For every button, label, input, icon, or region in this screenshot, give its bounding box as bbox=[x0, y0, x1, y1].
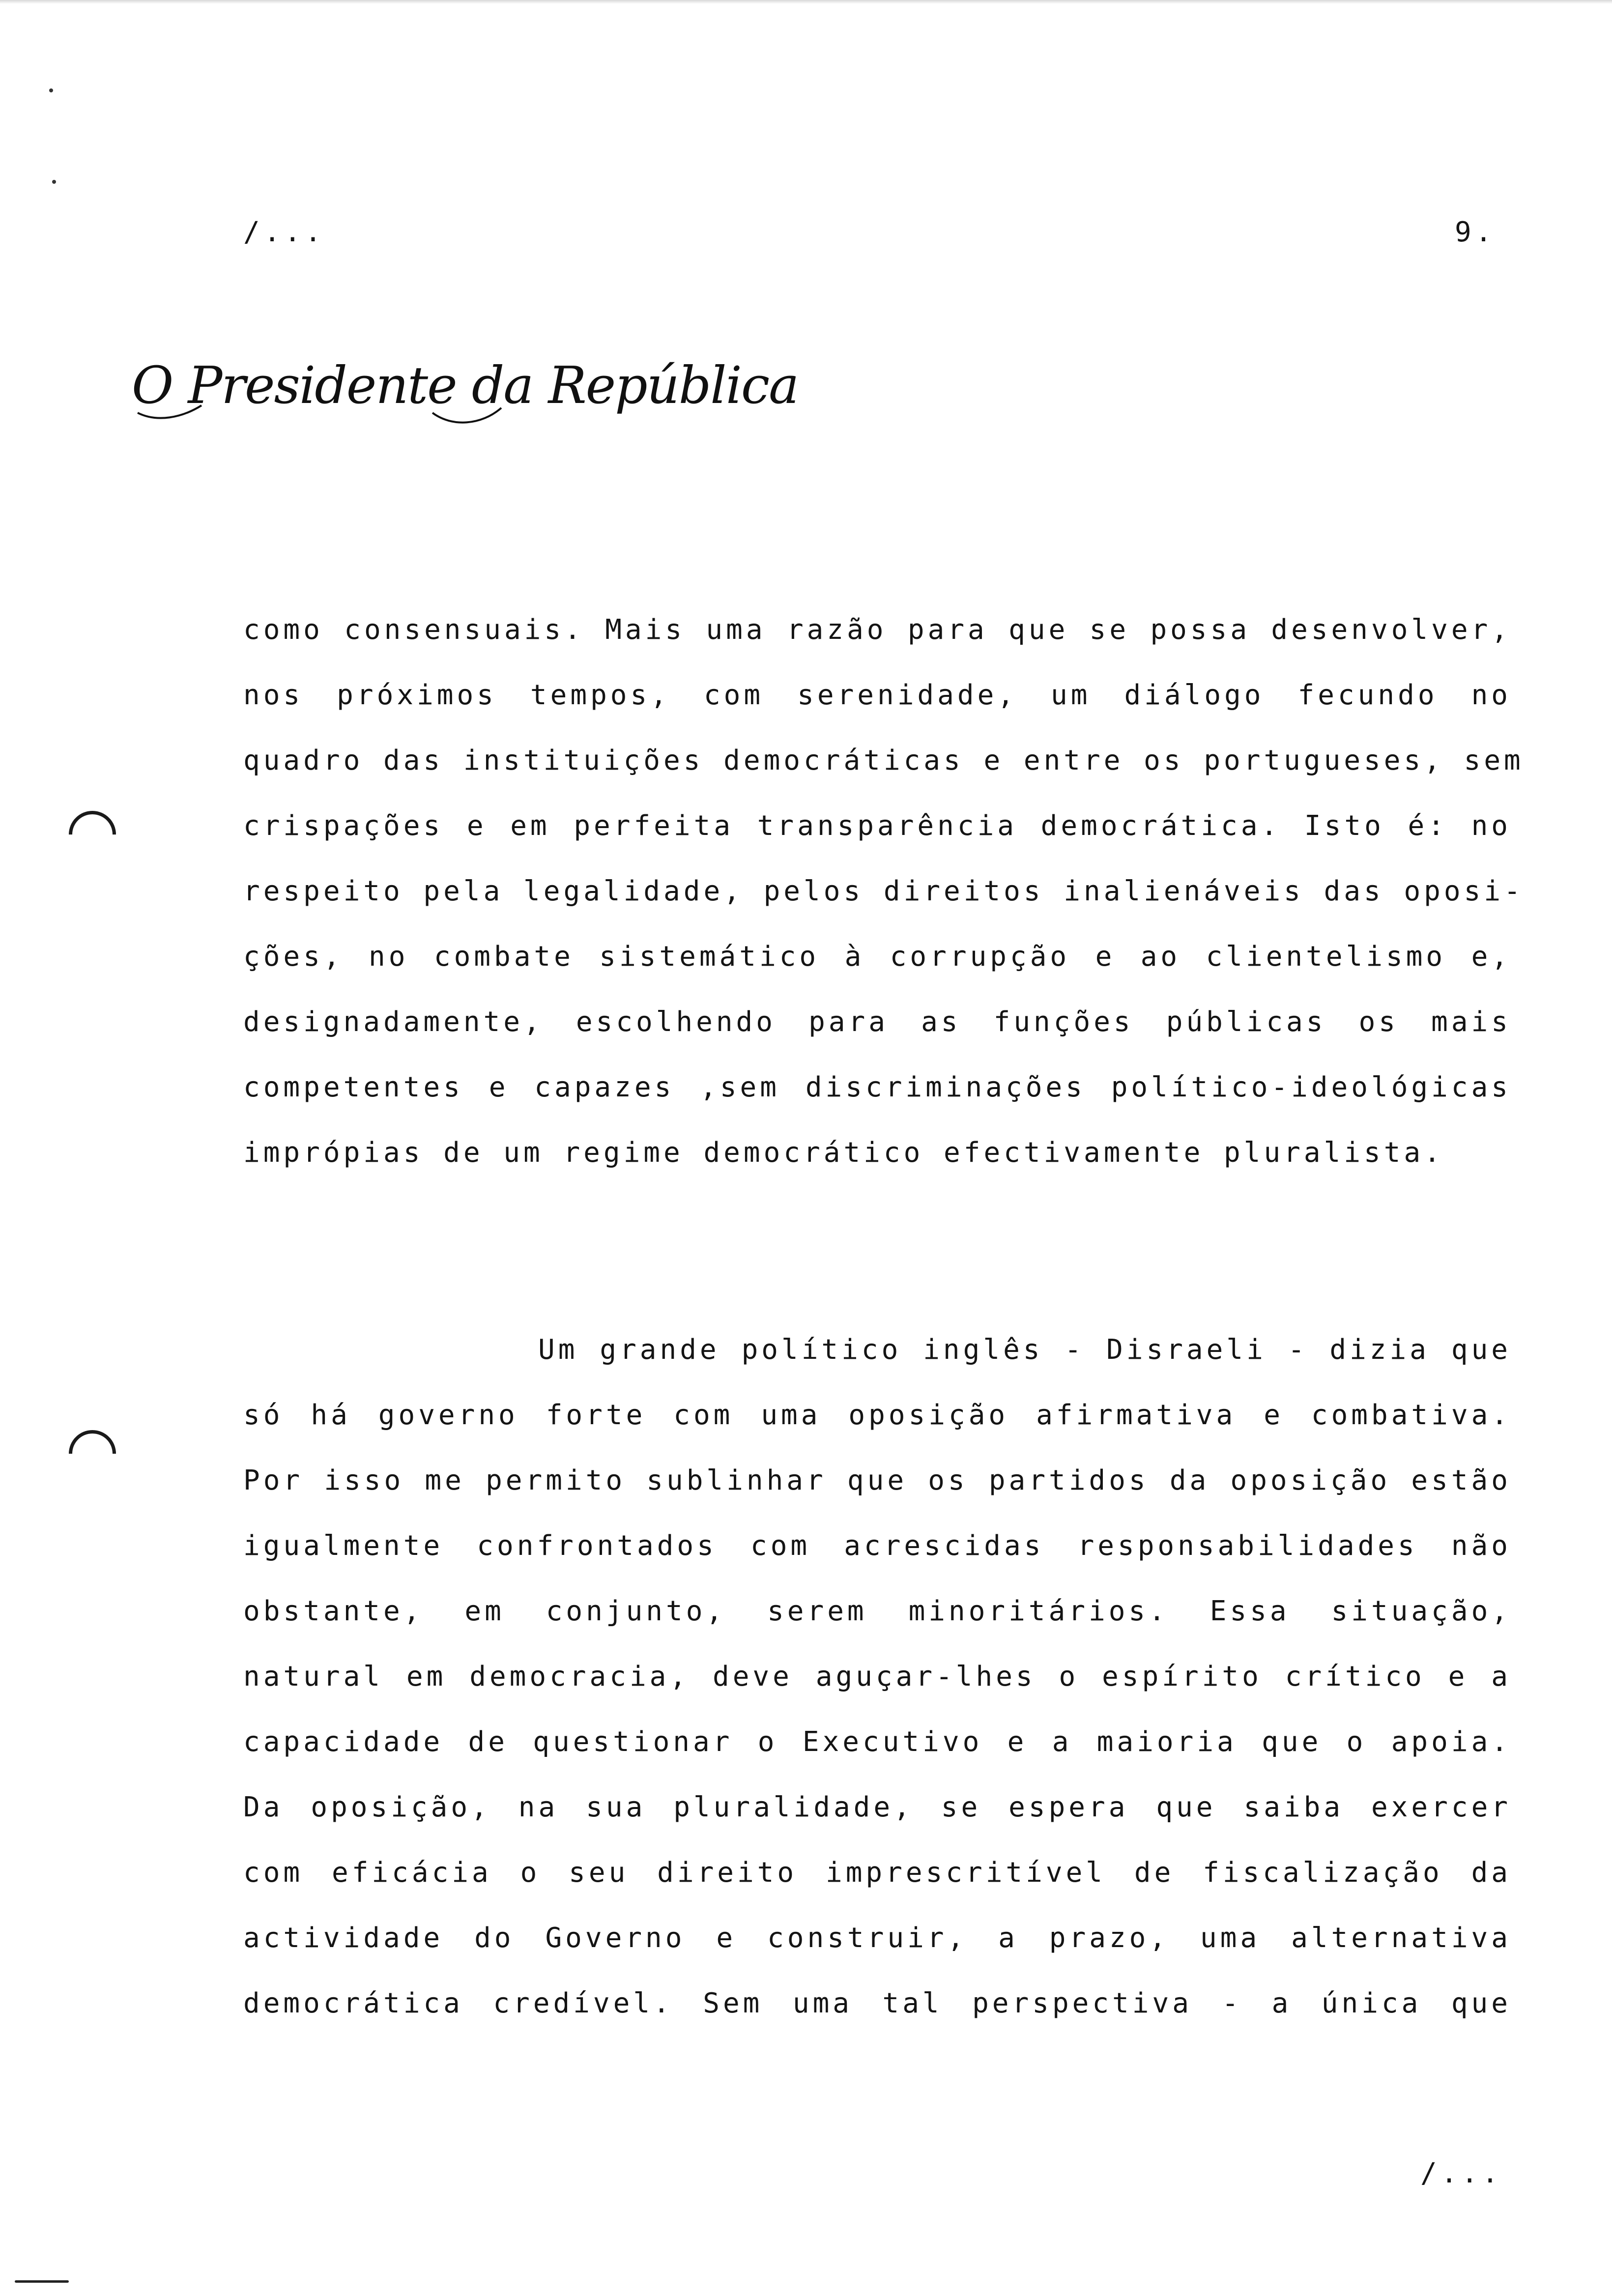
text-line: respeito pela legalidade, pelos direitos inalienáveis das oposi- bbox=[243, 875, 1524, 907]
text-line: Da oposição, na sua pluralidade, se espera que saiba exercer bbox=[243, 1791, 1511, 1823]
text-line: designadamente, escolhendo para as funções públicas os mais bbox=[243, 1006, 1511, 1038]
text-line: democrática credível. Sem uma tal perspectiva - a única que bbox=[243, 1987, 1511, 2019]
text-line: capacidade de questionar o Executivo e a maioria que o apoia. bbox=[243, 1726, 1511, 1758]
paragraph-2 bbox=[243, 1317, 1511, 2036]
text-line: nos próximos tempos, com serenidade, um diálogo fecundo no bbox=[243, 679, 1511, 711]
scan-speck bbox=[52, 180, 56, 184]
page-number: 9. bbox=[1455, 216, 1496, 248]
scan-corner-mark bbox=[15, 2280, 69, 2283]
text-line: ções, no combate sistemático à corrupção e ao clientelismo e, bbox=[243, 941, 1511, 973]
text-line: Um grande político inglês - Disraeli - dizia que bbox=[538, 1334, 1511, 1366]
text-line: igualmente confrontados com acrescidas responsabilidades não bbox=[243, 1530, 1511, 1562]
text-line: actividade do Governo e construir, a prazo, uma alternativa bbox=[243, 1922, 1511, 1954]
paragraph-1 bbox=[243, 597, 1524, 1185]
header-continuation-mark: /... bbox=[243, 216, 325, 248]
letterhead-script bbox=[128, 344, 799, 442]
punch-hole-top bbox=[59, 801, 126, 868]
text-line: só há governo forte com uma oposição afirmativa e combativa. bbox=[243, 1399, 1511, 1431]
footer-continuation-mark: /... bbox=[1420, 2157, 1502, 2189]
text-line: quadro das instituições democráticas e entre os portugueses, sem bbox=[243, 745, 1524, 776]
letterhead-text: O Presidente da República bbox=[132, 355, 799, 415]
text-line: como consensuais. Mais uma razão para que se possa desenvolver, bbox=[243, 614, 1511, 646]
text-line: crispações e em perfeita transparência democrática. Isto é: no bbox=[243, 810, 1511, 842]
scan-top-edge bbox=[0, 0, 1612, 4]
punch-hole-bottom bbox=[59, 1420, 126, 1487]
text-line: obstante, em conjunto, serem minoritários. Essa situação, bbox=[243, 1595, 1511, 1627]
text-line: competentes e capazes ,sem discriminações político-ideológicas bbox=[243, 1071, 1511, 1103]
letterhead-svg bbox=[128, 344, 799, 442]
text-line: com eficácia o seu direito imprescritível de fiscalização da bbox=[243, 1857, 1511, 1889]
scan-speck bbox=[49, 88, 53, 92]
text-line: Por isso me permito sublinhar que os partidos da oposição estão bbox=[243, 1464, 1511, 1496]
text-line: imprópias de um regime democrático efectivamente pluralista. bbox=[243, 1137, 1444, 1169]
text-line: natural em democracia, deve aguçar-lhes o espírito crítico e a bbox=[243, 1661, 1511, 1693]
